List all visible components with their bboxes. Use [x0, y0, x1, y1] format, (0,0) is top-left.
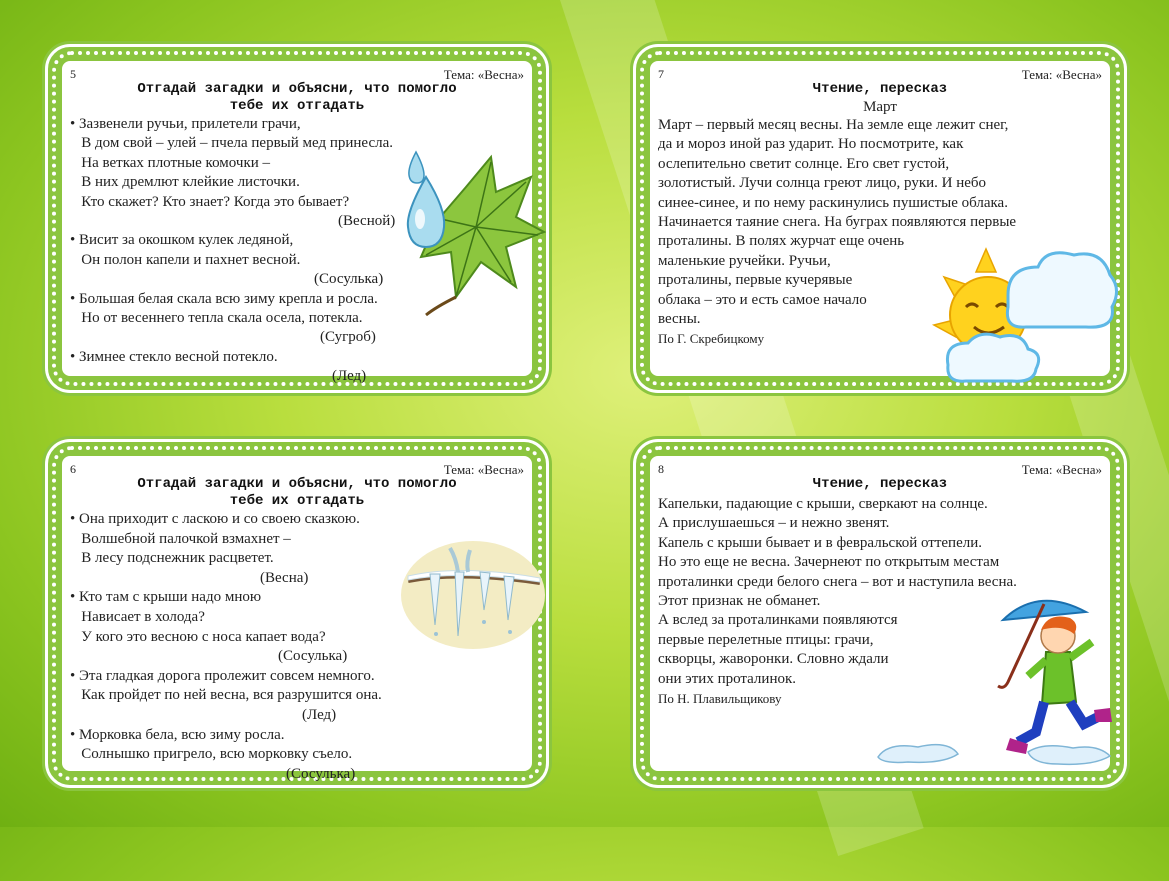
riddle-line: • Она приходит с ласкою и со своею сказкою.	[70, 511, 360, 527]
card-reading-8	[636, 442, 1124, 785]
riddle-line: На ветках плотные комочки –	[70, 154, 271, 171]
riddle-line: Волшебной палочкой взмахнет –	[70, 530, 291, 547]
story-line: маленькие ручейки. Ручьи,	[658, 252, 831, 269]
card-theme: Тема: «Весна»	[443, 67, 524, 82]
riddle-line: • Зазвенели ручьи, прилетели грачи,	[70, 116, 301, 132]
card-number: 7	[658, 67, 664, 81]
story-line: весны.	[658, 311, 701, 328]
riddle-line: Солнышко пригрело, всю морковку съело.	[70, 746, 353, 763]
story-line: Этот признак не обманет.	[658, 593, 821, 610]
story-title: Март	[863, 99, 897, 115]
story-line: скворцы, жаворонки. Словно ждали	[658, 651, 889, 668]
boy-umbrella-illustration	[848, 592, 1118, 776]
riddle-answer: (Сосулька)	[286, 765, 356, 782]
card-number: 6	[70, 462, 76, 476]
riddle-line: Он полон капели и пахнет весной.	[70, 251, 301, 268]
riddle-answer: (Лед)	[302, 706, 337, 723]
riddle-line: • Кто там с крыши надо мною	[70, 589, 262, 606]
riddle-line: • Висит за окошком кулек ледяной,	[70, 232, 294, 249]
story-line: Капельки, падающие с крыши, сверкают на солнце.	[658, 496, 988, 512]
story-line: первые перелетные птицы: грачи,	[658, 631, 874, 648]
sun-clouds-illustration	[926, 237, 1122, 387]
story-author: По Н. Плавильщикову	[658, 691, 782, 707]
riddle-answer: (Лед)	[332, 368, 367, 385]
card-number: 5	[70, 67, 76, 81]
riddle-line: • Морковка бела, всю зиму росла.	[70, 726, 285, 743]
card-reading-7	[636, 47, 1124, 390]
riddle-line: Но от весеннего тепла скала осела, потекла.	[70, 310, 363, 327]
riddle-line: Как пройдет по ней весна, вся разрушится она.	[70, 687, 382, 704]
riddle-line: Кто скажет? Кто знает? Когда это бывает?	[70, 193, 350, 210]
story-line: золотистый. Лучи солнца греют лицо, руки. И небо	[658, 175, 987, 192]
card-title: Отгадай загадки и объясни, что помогло тебе их отгадать	[137, 81, 457, 114]
icicles-illustration	[400, 540, 546, 650]
story-line: Капель с крыши бывает и в февральской оттепели.	[658, 534, 983, 551]
story-author: По Г. Скребицкому	[658, 331, 765, 347]
story-line: облака – это и есть самое начало	[658, 291, 867, 308]
card-riddles-6	[48, 442, 546, 785]
card-title: Чтение, пересказ	[812, 476, 948, 492]
card-riddles-5	[48, 47, 546, 390]
riddle-line: • Эта гладкая дорога пролежит совсем немного.	[70, 667, 375, 684]
card-title: Чтение, пересказ	[812, 81, 948, 97]
story-line: да и мороз иной раз ударит. Но посмотрите, как	[658, 136, 964, 153]
story-line: проталины, первые кучерявые	[658, 272, 853, 289]
story-line: проталины. В полях журчат еще очень	[658, 233, 905, 250]
riddle-line: У кого это весною с носа капает вода?	[70, 628, 326, 645]
riddle-answer: (Сосулька)	[314, 271, 384, 288]
riddle-line: Нависает в холода?	[70, 608, 205, 625]
card-theme: Тема: «Весна»	[1021, 67, 1102, 82]
story-line: синее-синее, и по нему раскинулись пушистые облака.	[658, 194, 1008, 211]
story-line: ослепительно светит солнце. Его свет густой,	[658, 155, 950, 172]
riddle-answer: (Весной)	[338, 213, 396, 230]
story-line: Начинается таяние снега. На буграх появляются первые	[658, 214, 1017, 231]
riddle-answer: (Весна)	[260, 569, 309, 586]
story-line: они этих проталинок.	[658, 670, 797, 687]
leaf-drop-illustration	[396, 147, 546, 317]
card-number: 8	[658, 462, 664, 476]
story-line: Март – первый месяц весны. На земле еще лежит снег,	[658, 117, 1009, 133]
riddle-answer: (Сугроб)	[320, 329, 376, 346]
card-theme: Тема: «Весна»	[1021, 462, 1102, 477]
card-theme: Тема: «Весна»	[443, 462, 524, 477]
riddle-answer: (Сосулька)	[278, 648, 348, 665]
story-line: проталинки среди белого снега – вот и наступила весна.	[658, 573, 1017, 590]
riddle-line: В лесу подснежник расцветет.	[70, 550, 274, 567]
riddle-line: В них дремлют клейкие листочки.	[70, 174, 300, 191]
riddle-line: В дом свой – улей – пчела первый мед принесла.	[70, 135, 394, 152]
riddle-line: • Большая белая скала всю зиму крепла и росла.	[70, 290, 378, 307]
card-title: Отгадай загадки и объясни, что помогло тебе их отгадать	[137, 476, 457, 509]
story-line: Но это еще не весна. Зачернеют по открытым местам	[658, 554, 1000, 571]
story-line: А вслед за проталинками появляются	[658, 612, 898, 629]
story-line: А прислушаешься – и нежно звенят.	[658, 515, 890, 532]
riddle-line: • Зимнее стекло весной потекло.	[70, 348, 278, 365]
